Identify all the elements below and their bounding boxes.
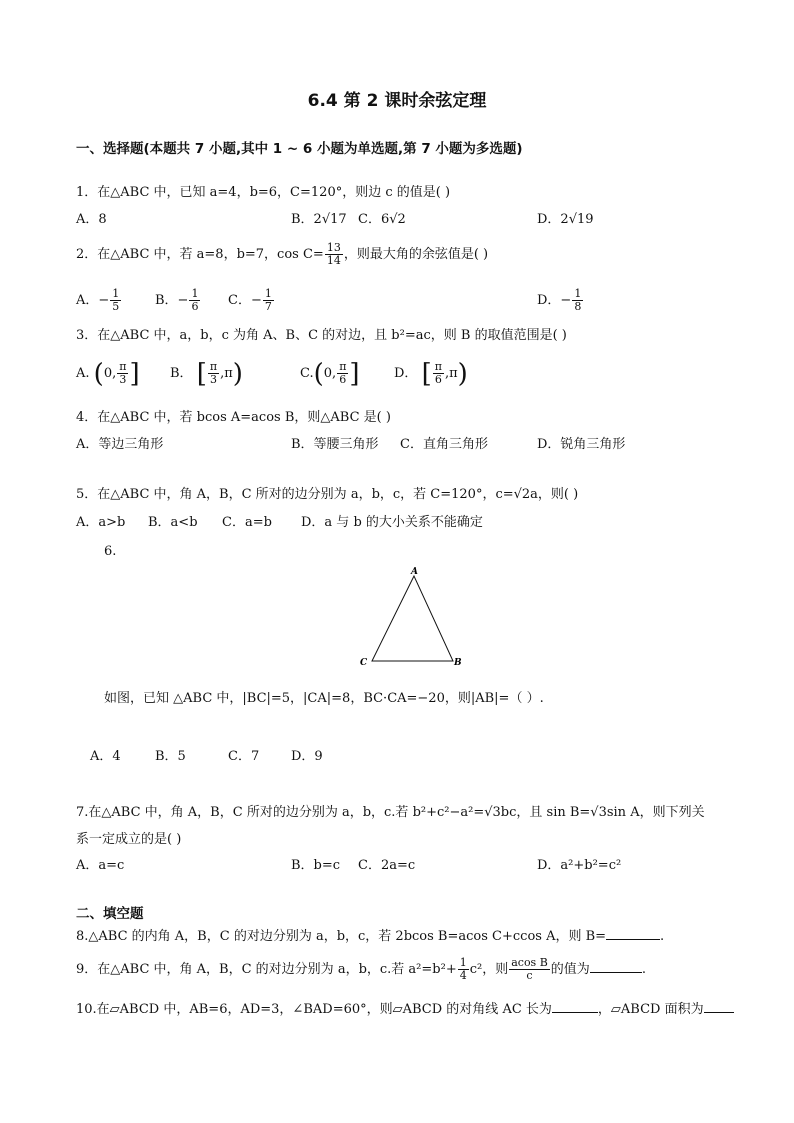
question-7-stem-line1: 7.在△ABC 中，角 A，B，C 所对的边分别为 a，b，c.若 b²+c²−a²=√3bc，且 sin B=√3sin A，则下列关 (76, 805, 705, 820)
question-1-option-b: B．2√17 (291, 212, 347, 227)
question-7-stem-line2: 系一定成立的是( ) (76, 832, 182, 847)
frac-num: π (339, 360, 347, 373)
frac-den: 7 (264, 300, 272, 313)
answer-blank-area[interactable] (704, 1000, 734, 1013)
question-6-option-a: A．4 (90, 749, 121, 764)
question-7-option-b: B．b=c (291, 858, 341, 873)
frac-den: 6 (434, 373, 442, 386)
frac-num: 1 (264, 287, 272, 300)
frac-den: 6 (339, 373, 347, 386)
interval-left: 0, (103, 366, 117, 381)
open-paren-glyph: ( (93, 358, 104, 389)
triangle-abc (372, 576, 453, 661)
option-b-label: B．− (155, 293, 189, 308)
question-1-stem: 1．在△ABC 中，已知 a=4，b=6，C=120°，则边 c 的值是( ) (76, 185, 451, 200)
frac-num: π (434, 360, 442, 373)
option-b-label: B． (170, 366, 193, 381)
section-heading-fill: 二、填空题 (76, 906, 144, 922)
question-5-option-b: B．a<b (148, 515, 198, 530)
question-8-stem-pre: 8.△ABC 的内角 A，B，C 的对边分别为 a，b，c，若 2bcos B=acos C+ccos A，则 B= (76, 929, 607, 944)
option-d-label: D．− (537, 293, 572, 308)
question-7-option-a: A．a=c (76, 858, 125, 873)
question-3-option-d (394, 356, 468, 392)
question-2-option-a (76, 284, 122, 318)
frac-num: 1 (459, 956, 467, 969)
question-9-stem-mid: c²，则 (469, 962, 509, 977)
page-title: 6.4 第 2 课时余弦定理 (307, 91, 487, 111)
frac-num: 1 (574, 287, 582, 300)
close-bracket-glyph: ] (129, 358, 140, 389)
option-a-fraction (110, 288, 121, 313)
question-4-option-d: D．锐角三角形 (537, 437, 626, 452)
question-4-option-c: C．直角三角形 (400, 437, 488, 452)
question-1-option-c: C．6√2 (358, 212, 406, 227)
option-b-fraction (189, 288, 200, 313)
option-c-label: C. (300, 366, 314, 381)
question-7-option-d: D．a²+b²=c² (537, 858, 622, 873)
question-4-option-a: A．等边三角形 (76, 437, 164, 452)
frac-den: 6 (191, 300, 199, 313)
frac-den: 5 (112, 300, 120, 313)
question-3-option-c (300, 356, 360, 392)
triangle-figure (355, 563, 465, 671)
open-bracket-glyph: [ (421, 358, 432, 389)
answer-blank[interactable] (590, 960, 642, 973)
frac-den: c (526, 969, 533, 982)
question-10-stem (76, 1000, 734, 1018)
vertex-label-b: B (454, 658, 462, 668)
vertex-label-c: C (360, 658, 368, 668)
question-8-stem-post: . (660, 929, 665, 944)
option-d-fraction (572, 288, 583, 313)
frac-num: 1 (191, 287, 199, 300)
question-4-stem: 4．在△ABC 中，若 bcos A=acos B，则△ABC 是( ) (76, 410, 391, 425)
frac-den: 4 (459, 969, 467, 982)
close-paren-glyph: ) (232, 358, 243, 389)
question-9-stem (76, 953, 646, 987)
answer-blank-diagonal[interactable] (552, 1000, 598, 1013)
option-d-label: D． (394, 366, 418, 381)
question-1-option-d: D．2√19 (537, 212, 594, 227)
question-2-option-c (228, 284, 275, 318)
interval-left: 0, (323, 366, 337, 381)
question-7-option-c: C．2a=c (358, 858, 416, 873)
option-c-label: C．− (228, 293, 262, 308)
question-6-option-c: C．7 (228, 749, 260, 764)
question-5-option-a: A．a>b (76, 515, 126, 530)
question-2-frac-num: 13 (326, 241, 341, 254)
option-c-fraction (337, 361, 348, 386)
open-bracket-glyph: [ (196, 358, 207, 389)
option-a-fraction (117, 361, 128, 386)
frac-num: acos B (511, 956, 548, 969)
question-9-stem-post: 的值为 (550, 962, 590, 977)
interval-right: ,π (444, 366, 458, 381)
option-a-label: A．− (76, 293, 110, 308)
section-heading-choice: 一、选择题(本题共 7 小题,其中 1 ~ 6 小题为单选题,第 7 小题为多选题) (76, 141, 523, 157)
question-3-option-b (170, 356, 243, 392)
question-2-stem-pre: 2．在△ABC 中，若 a=8，b=7，cos C= (76, 247, 324, 262)
option-d-fraction (433, 361, 444, 386)
option-b-fraction (208, 361, 219, 386)
frac-num: π (119, 360, 127, 373)
frac-den: 8 (574, 300, 582, 313)
answer-blank[interactable] (606, 927, 660, 940)
question-2-option-d (537, 284, 584, 318)
close-paren-glyph: ) (457, 358, 468, 389)
question-2-frac-den: 14 (326, 254, 341, 267)
question-2-stem-post: ，则最大角的余弦值是( ) (343, 247, 489, 262)
frac-num: π (209, 360, 218, 373)
question-6-option-d: D．9 (291, 749, 323, 764)
close-bracket-glyph: ] (349, 358, 360, 389)
interval-right: ,π (220, 366, 233, 381)
question-9-fraction-1 (458, 957, 469, 982)
question-1-option-a: A．8 (76, 212, 107, 227)
question-4-option-b: B．等腰三角形 (291, 437, 379, 452)
question-9-stem-pre: 9．在△ABC 中，角 A，B，C 的对边分别为 a，b，c.若 a²=b²+ (76, 962, 457, 977)
open-paren-glyph: ( (313, 358, 324, 389)
option-a-label: A. (76, 366, 90, 381)
question-5-option-d: D．a 与 b 的大小关系不能确定 (301, 515, 483, 530)
question-2-fraction (325, 242, 343, 267)
question-3-stem: 3．在△ABC 中，a，b，c 为角 A、B、C 的对边，且 b²=ac，则 B 的取值范围是( ) (76, 328, 567, 343)
question-8-stem (76, 927, 664, 945)
question-6-number: 6. (104, 544, 117, 559)
question-10-stem-pre: 10.在▱ABCD 中，AB=6，AD=3，∠BAD=60°，则▱ABCD 的对角线 AC 长为 (76, 1002, 552, 1017)
frac-num: 1 (112, 287, 120, 300)
frac-den: 3 (209, 373, 217, 386)
question-2-option-b (155, 284, 201, 318)
question-5-option-c: C．a=b (222, 515, 272, 530)
frac-den: 3 (119, 373, 127, 386)
option-c-fraction (263, 288, 274, 313)
vertex-label-a: A (411, 567, 418, 577)
question-6-option-b: B．5 (155, 749, 186, 764)
question-5-stem: 5．在△ABC 中，角 A，B，C 所对的边分别为 a，b，c，若 C=120°，c=√2a，则( ) (76, 487, 579, 502)
question-10-stem-mid: ，▱ABCD 面积为 (597, 1002, 704, 1017)
question-2-stem (76, 238, 488, 272)
question-3-option-a (76, 356, 140, 392)
question-9-fraction-2 (509, 957, 550, 982)
question-6-stem: 如图，已知 △ABC 中，|BC|=5，|CA|=8，BC·CA=−20，则|AB|=（ ）. (104, 691, 544, 706)
question-9-stem-end: . (641, 962, 646, 977)
